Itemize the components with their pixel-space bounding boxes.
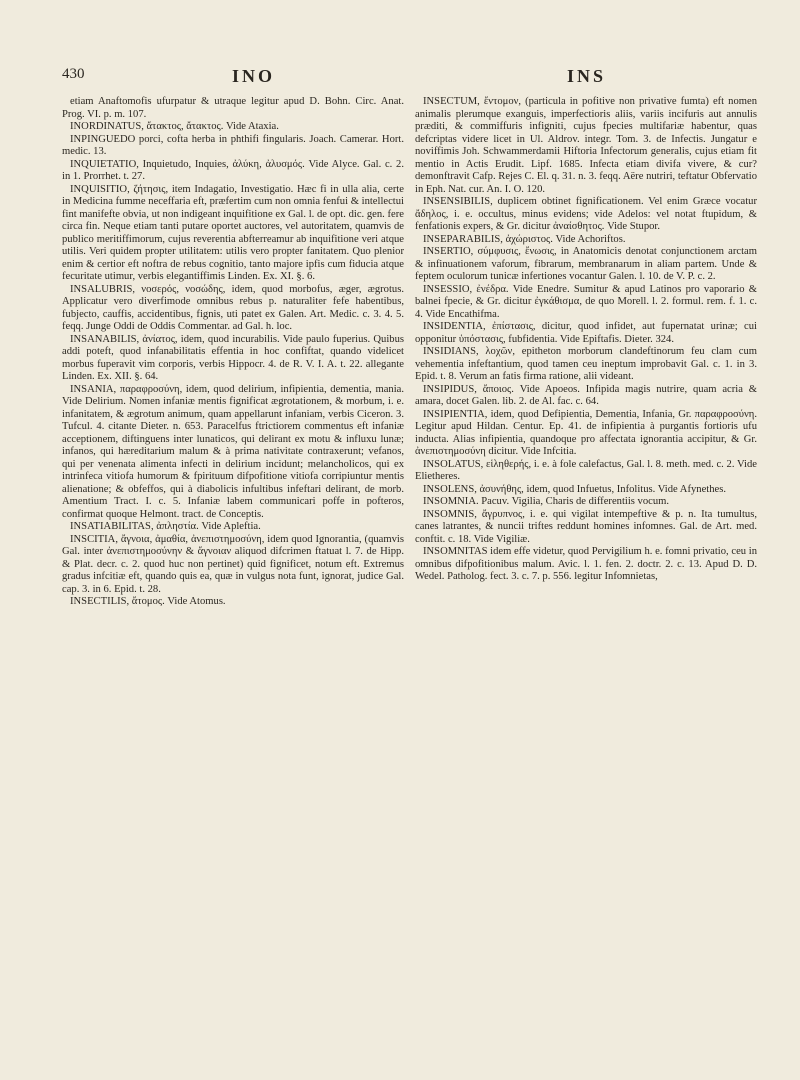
entry: INSALUBRIS, νοσερός, νοσώδης, idem, quod morbofus, æger, ægrotus. Applicatur vero diverfimode omnibus rebus p. naturaliter fefe habentibus, fubjecto, cauffis, accidentibus, fignis, uti patet ex Galen. Art. Medic. c. 3. 4. 5. feqq. Junge Oddi de Oddis Commentar. ad Gal. h. loc. — [62, 283, 404, 332]
entry: INSANIA, παραφροσύνη, idem, quod delirium, infipientia, dementia, mania. Vide Delirium. Nomen infaniæ mentis fignificat ægrotationem, & morbum, i. e. infanitatem, & ægrotum animum, quam appellarunt infaniam, verbis Ciceron. 3. Tufcul. 4. citante Dieter. n. 653. Paracelfus ftrictiorem commentus eft infaniæ acceptionem, diftinguens inter lunaticos, qui delirant ex motu & influxu lunæ; infanos, qui hæreditarium malum & à prima nativitate contraxerunt; vefanos, qui per venenata alimenta infecti in delirium incidunt; melancholicos, qui ex intrinfeca vitiofa humorum & fpirituum difpofitione vitiofa corripiuntur mentis alienatione; & obfeffos, qui à diabolicis infultibus infeftari delirant, de morb. Amentium Tract. I. c. 5. Infaniæ labem communicari poffe in pofteros, confirmat quoque Helmont. tract. de Conceptis. — [62, 383, 404, 520]
entry: INSENSIBILIS, duplicem obtinet fignificationem. Vel enim Græce vocatur ἄδηλος, i. e. occultus, minus evidens; vide Adelos: vel notat ftupidum, & fenfationis expers, & Gr. dicitur ἀναίσθητος. Vide Stupor. — [415, 196, 757, 232]
entry: INQUIETATIO, Inquietudo, Inquies, ἀλύκη, ἀλυσμός. Vide Alyce. Gal. c. 2. in 1. Prorrhet. t. 27. — [62, 158, 404, 182]
entry: INSATIABILITAS, ἀπληστία. Vide Apleftia. — [70, 521, 261, 532]
entry: INSOLATUS, εἱληθερής, i. e. à fole calefactus, Gal. l. 8. meth. med. c. 2. Vide Elietheres. — [415, 458, 757, 482]
entry: INSOMNIA. Pacuv. Vigilia, Charis de differentiis vocum. — [423, 496, 670, 507]
entry: INSIPIENTIA, idem, quod Defipientia, Dementia, Infania, Gr. παραφροσύνη. Legitur apud Hildan. Centur. Ep. 41. de infipientia à purgantis fortioris ufu inducta. Alias infipientia, quandoque pro affectata ignorantia accipitur, & Gr. ἀνεπιστημοσύνη dicitur. Vide Infcitia. — [415, 408, 757, 457]
entry: INSESSIO, ἐνέδρα. Vide Enedre. Sumitur & apud Latinos pro vaporario & balnei fpecie, & Gr. dicitur ἐγκάθισμα, de quo Morell. l. 2. formul. rem. f. 1. c. 4. Vide Encathifma. — [415, 283, 757, 320]
entry: INPINGUEDO porci, cofta herba in phthifi fingularis. Joach. Camerar. Hort. medic. 13. — [62, 133, 404, 157]
entry: INSOMNIS, ἄγρυπνος, i. e. qui vigilat intempeftive & p. n. Ita tumultus, canes latrantes, & nuncii triftes reddunt homines infomnes. Gal. de Art. med. conftit. c. 18. Vide Vigiliæ. — [415, 508, 757, 545]
entry: INSECTILIS, ἄτομος. Vide Atomus. — [70, 596, 226, 607]
right-column — [415, 96, 757, 584]
entry: INSIPIDUS, ἄποιος. Vide Apoeos. Infipida magis nutrire, quam acria & amara, docet Galen. lib. 2. de Al. fac. c. 64. — [415, 383, 757, 407]
running-head-left: INO — [232, 66, 276, 86]
entry: INSCITIA, ἄγνοια, ἀμαθία, ἀνεπιστημοσύνη, idem quod Ignorantia, (quamvis Gal. inter ἀνεπιστημοσύνην & ἄγνοιαν aliquod difcrimen ftatuat l. 7. de Hipp. & Plat. decr. c. 2. quod huc non pertinet) quid fignificet, notum eft. Extremus gradus infcitiæ eft, quando quis ea, quæ in vulgus nota funt, ignorat, judice Gal. cap. 3. in 6. Epid. t. 28. — [62, 533, 404, 595]
page-number: 430 — [62, 66, 85, 82]
entry: etiam Anaftomofis ufurpatur & utraque legitur apud D. Bohn. Circ. Anat. Prog. VI. p. m. 107. — [62, 96, 404, 120]
entry: INORDINATUS, ἄτακτος, ἄτακτος. Vide Ataxia. — [70, 121, 279, 132]
entry: INSERTIO, σύμφυσις, ἔνωσις, in Anatomicis denotat conjunctionem arctam & infinuationem vaforum, fibrarum, membranarum in aliam partem. Unde & feptem oculorum tunicæ infertiones vocantur Galen. l. 10. de V. P. c. 2. — [415, 246, 757, 282]
entry: INSANABILIS, ἀνίατος, idem, quod incurabilis. Vide paulo fuperius. Quibus addi poteft, quod infanabilitatis effentia in hoc confiftat, quando videlicet morbus fuperavit vim corporis, verbis Hippocr. 4. de R. V. I. A. t. 22. allegante Linden. Ex. XII. §. 64. — [62, 333, 404, 382]
entry: INQUISITIO, ζήτησις, item Indagatio, Investigatio. Hæc fi in ulla alia, certe in Medicina fumme neceffaria eft, præfertim cum non omnia fenfui & intellectui fint manifefte obvia, ut non indigeant inquifitione ex Gal. l. de opt. dic. gen. fere circa fin. Neque etiam tanti putare oportet auctores, vel autoritatem, quamvis de publico meritiffimorum, cujus reverentia abfterreamur ab inquifitione veri atque utilis. Veri quidem propter utilitatem: utilis vero propter fanitatem. Quo plenior enim & certior eft noftra de rebus cognitio, tanto majore ipfis cum fiducia atque fecuritate utimur, verbis elegantiffimis Linden. Ex. XI. §. 6. — [62, 183, 404, 282]
running-head-right: INS — [567, 66, 607, 86]
entry: INSIDIANS, λοχῶν, epitheton morborum clandeftinorum feu clam cum vehementia infeftantium, quod tamen ceu ineptum improbavit Gal. c. 1. in 3. Epid. t. 8. Verum an fatis firma ratione, alii videant. — [415, 346, 757, 382]
entry: INSOLENS, ἀσυνήθης, idem, quod Infuetus, Infolitus. Vide Afynethes. — [423, 483, 726, 495]
entry: INSEPARABILIS, ἀχώριστος. Vide Achoriftos. — [423, 233, 626, 245]
page-header — [62, 66, 738, 96]
entry: INSIDENTIA, ἐπίστασις, dicitur, quod infidet, aut fupernatat urinæ; cui opponitur ὑπόστασις, fubfidentia. Vide Epiftafis. Dieter. 324. — [415, 321, 757, 345]
left-column — [62, 96, 404, 609]
entry: INSOMNITAS idem effe videtur, quod Pervigilium h. e. fomni privatio, ceu in omnibus difpofitionibus malum. Avic. l. 1. fen. 2. doctr. 2. c. 13. Apud D. D. Wedel. Patholog. fect. 3. c. 7. p. 556. legitur Infomnietas, — [415, 546, 757, 582]
entry: INSECTUM, ἔντομον, (particula in pofitive non privative fumta) eft nomen animalis plerumque exanguis, imperfectioris aliis, variis incifuris aut annulis præditi, & commiffuris infigniti, cujus fpecies multifariæ habentur, quas defcriptas videre licet in Ul. Aldrov. integr. Tom. 3. de Infectis. Jungatur e noviffimis Joh. Schwammerdamii Hiftoria Infectorum generalis, cujus etiam fit mentio in Actis Erudit. Lipf. 1685. Infecta etiam divifa vivere, & cur? demonftravit Cafp. Rejes C. El. q. 31. n. 3. feqq. Aëre nutriri, teftatur Obfervatio in Eph. Nat. cur. An. I. O. 120. — [415, 96, 757, 195]
